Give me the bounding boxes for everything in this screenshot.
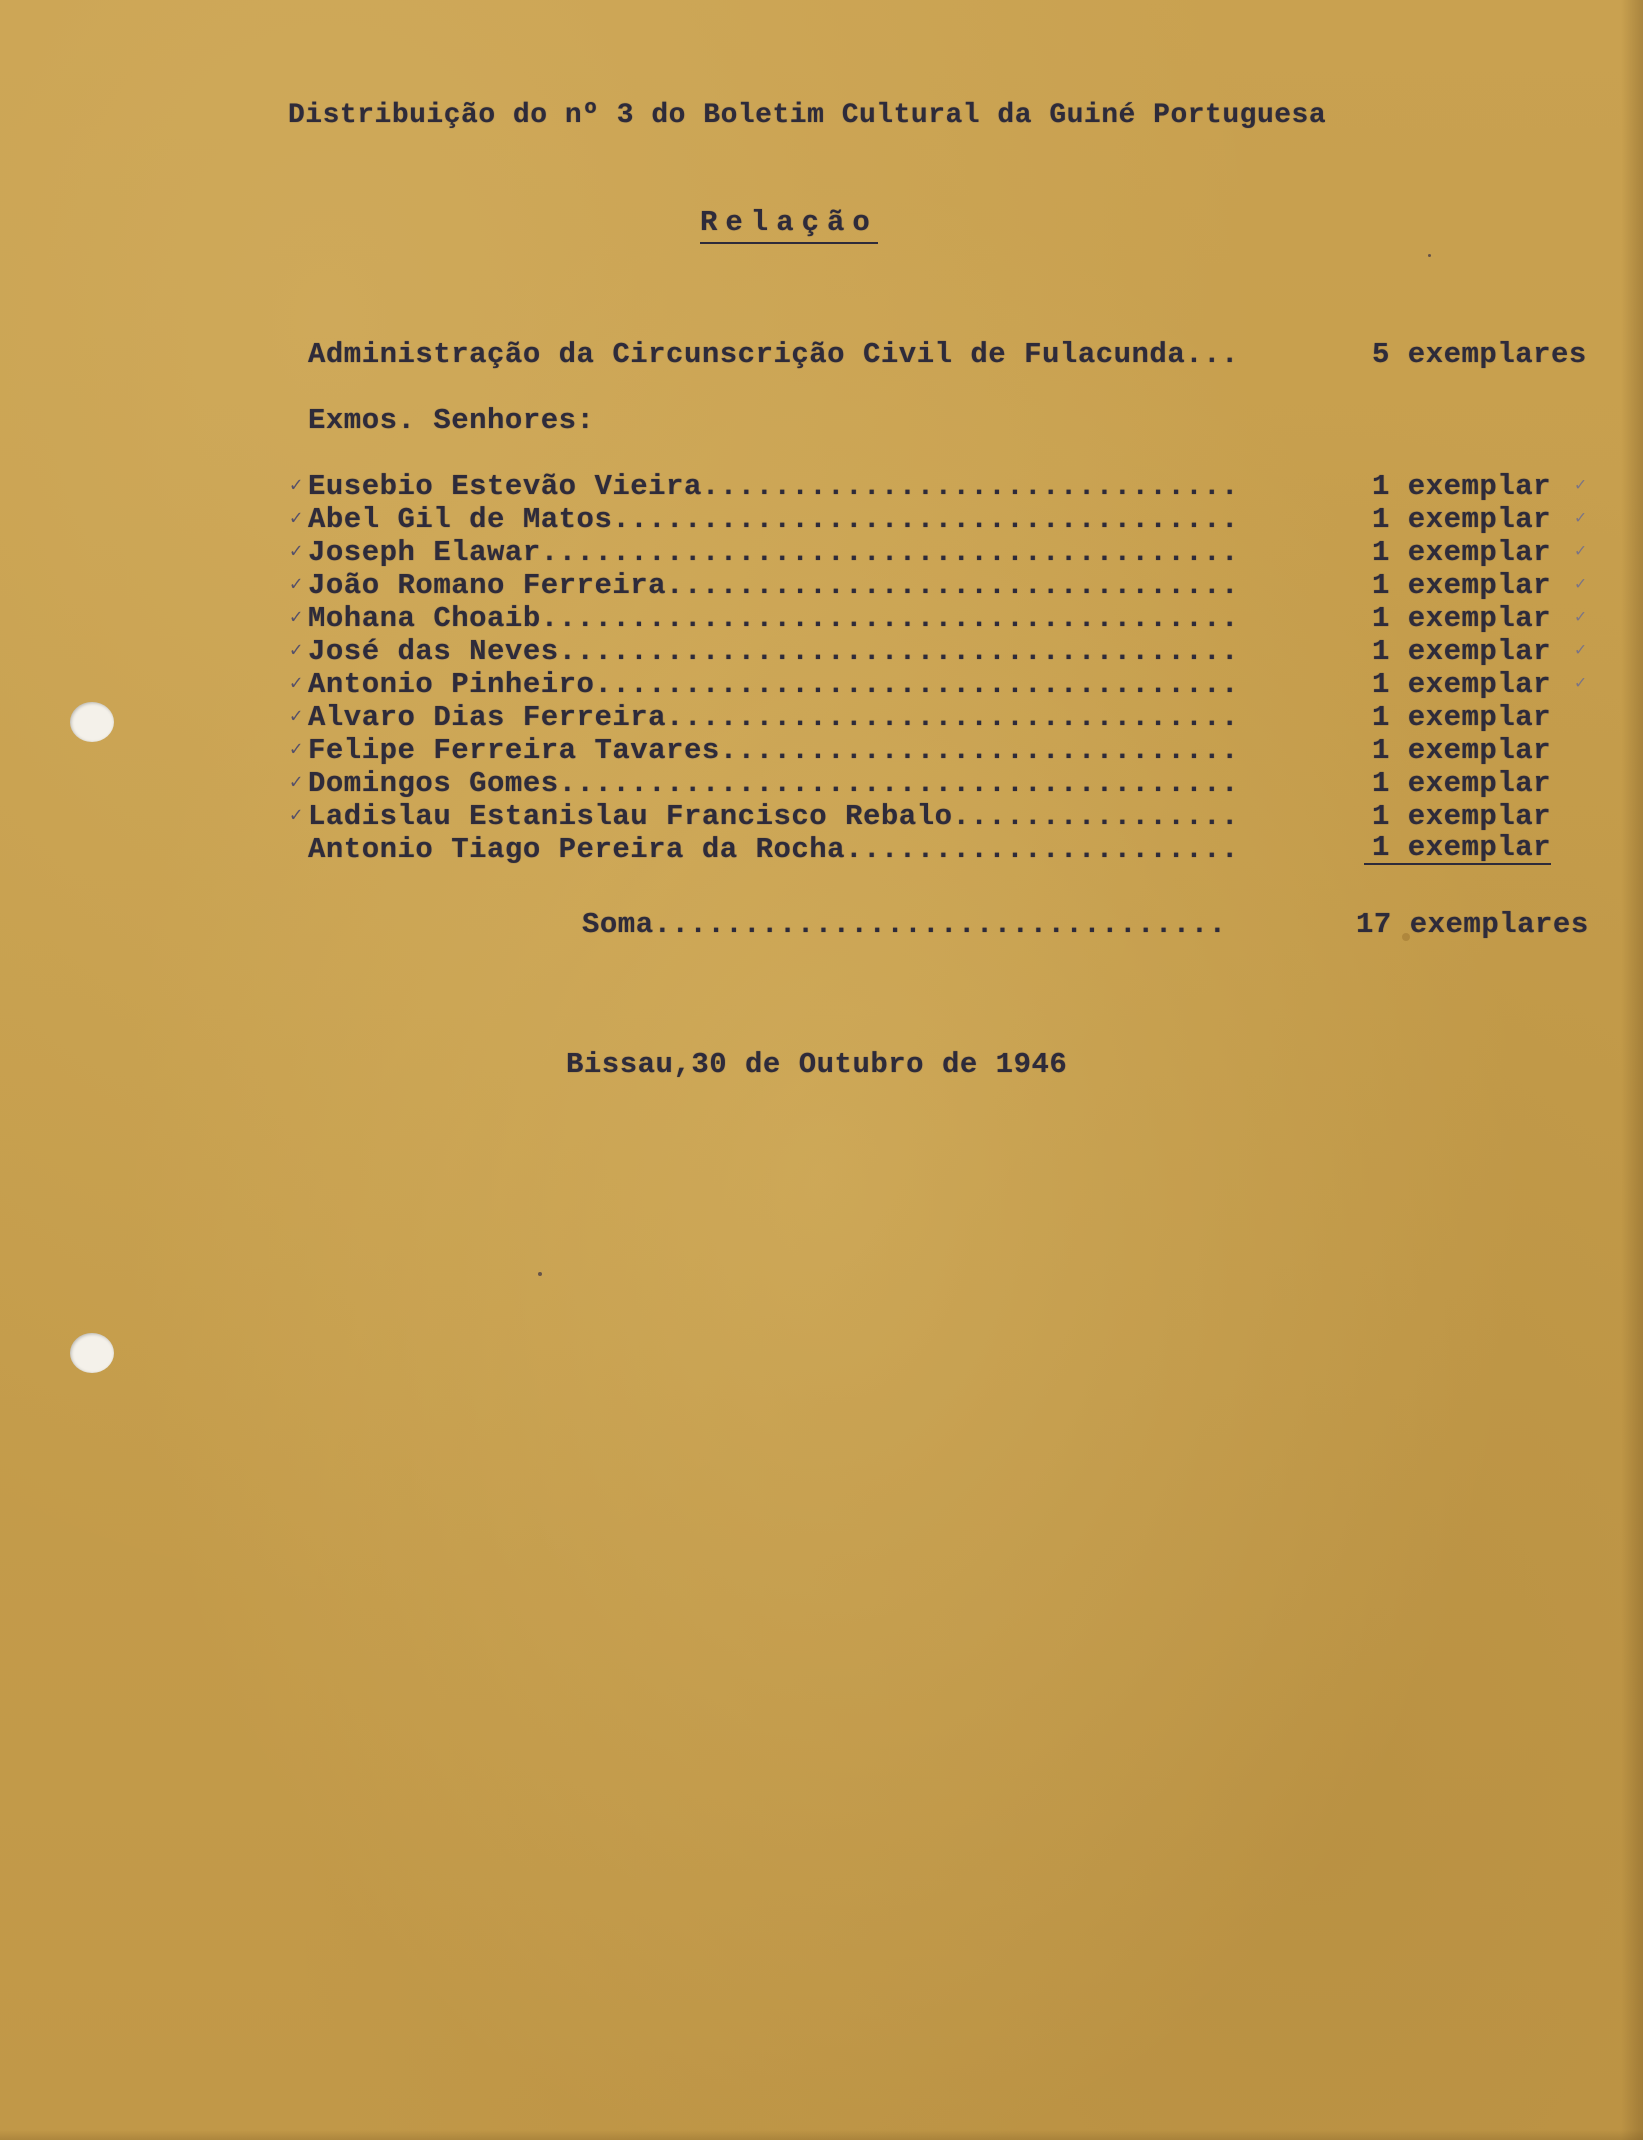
recipient-quantity: 1 exemplar xyxy=(1372,635,1552,668)
administration-row xyxy=(308,338,1608,376)
paper-speck xyxy=(1428,254,1431,257)
check-mark-icon: ✓ xyxy=(290,706,303,729)
punch-hole-top xyxy=(70,702,114,742)
recipient-row xyxy=(290,701,1600,734)
recipient-row xyxy=(290,800,1600,833)
recipient-list xyxy=(290,470,1600,866)
check-mark-icon: ✓ xyxy=(1575,476,1586,496)
check-mark-icon: ✓ xyxy=(290,640,303,663)
recipient-name: Antonio Pinheiro.................................... xyxy=(308,668,1239,701)
recipient-quantity: 1 exemplar xyxy=(1372,602,1552,635)
check-mark-icon: ✓ xyxy=(290,805,303,828)
check-mark-icon: ✓ xyxy=(1575,542,1586,562)
recipient-quantity: 1 exemplar xyxy=(1372,800,1552,833)
recipient-row xyxy=(290,602,1600,635)
check-mark-icon: ✓ xyxy=(1575,674,1586,694)
recipient-name: José das Neves...................................... xyxy=(308,635,1239,668)
punch-hole-bottom xyxy=(70,1333,114,1373)
recipient-quantity: 1 exemplar xyxy=(1372,503,1552,536)
recipient-name: Felipe Ferreira Tavares............................. xyxy=(308,734,1239,767)
document-title: Distribuição do nº 3 do Boletim Cultural da Guiné Portuguesa xyxy=(288,100,1327,131)
check-mark-icon: ✓ xyxy=(290,508,303,531)
page-bottom-edge xyxy=(0,2130,1643,2140)
check-mark-icon: ✓ xyxy=(290,673,303,696)
recipient-row xyxy=(290,635,1600,668)
check-mark-icon: ✓ xyxy=(1575,608,1586,628)
recipient-quantity: 1 exemplar xyxy=(1364,833,1551,865)
recipient-row xyxy=(290,734,1600,767)
recipient-name: Joseph Elawar....................................... xyxy=(308,536,1239,569)
recipient-row xyxy=(290,536,1600,569)
check-mark-icon: ✓ xyxy=(1575,509,1586,529)
recipient-name: Abel Gil de Matos................................... xyxy=(308,503,1239,536)
total-label: Soma................................ xyxy=(582,908,1227,941)
administration-quantity: 5 exemplares xyxy=(1372,338,1587,371)
page-edge-shadow xyxy=(1621,0,1643,2140)
recipient-name: Mohana Choaib....................................... xyxy=(308,602,1239,635)
recipient-name: Antonio Tiago Pereira da Rocha...................... xyxy=(308,833,1239,866)
dateline: Bissau,30 de Outubro de 1946 xyxy=(566,1048,1068,1081)
check-mark-icon: ✓ xyxy=(290,772,303,795)
check-mark-icon: ✓ xyxy=(290,475,303,498)
recipient-row xyxy=(290,668,1600,701)
recipient-name: Ladislau Estanislau Francisco Rebalo................ xyxy=(308,800,1239,833)
paper-speck xyxy=(538,1272,542,1276)
recipient-quantity: 1 exemplar xyxy=(1372,734,1552,767)
check-mark-icon: ✓ xyxy=(1575,575,1586,595)
recipient-name: João Romano Ferreira................................ xyxy=(308,569,1239,602)
recipient-quantity: 1 exemplar xyxy=(1372,470,1552,503)
check-mark-icon: ✓ xyxy=(290,541,303,564)
recipient-quantity: 1 exemplar xyxy=(1372,668,1552,701)
recipient-row xyxy=(290,470,1600,503)
recipient-row xyxy=(290,569,1600,602)
check-mark-icon: ✓ xyxy=(290,607,303,630)
check-mark-icon: ✓ xyxy=(290,739,303,762)
recipient-name: Alvaro Dias Ferreira................................ xyxy=(308,701,1239,734)
total-row xyxy=(300,908,1610,948)
recipient-name: Domingos Gomes...................................... xyxy=(308,767,1239,800)
administration-name: Administração da Circunscrição Civil de Fulacunda... xyxy=(308,338,1239,371)
check-mark-icon: ✓ xyxy=(1575,641,1586,661)
recipient-quantity: 1 exemplar xyxy=(1372,701,1552,734)
recipient-row xyxy=(290,767,1600,800)
check-mark-icon: ✓ xyxy=(290,574,303,597)
salutation: Exmos. Senhores: xyxy=(308,404,595,437)
recipient-quantity: 1 exemplar xyxy=(1372,767,1552,800)
recipient-row xyxy=(300,833,1600,866)
paper-speck xyxy=(1402,933,1410,941)
recipient-quantity: 1 exemplar xyxy=(1372,536,1552,569)
recipient-quantity: 1 exemplar xyxy=(1372,569,1552,602)
total-quantity: 17 exemplares xyxy=(1356,908,1589,941)
recipient-name: Eusebio Estevão Vieira.............................. xyxy=(308,470,1239,503)
document-subtitle: Relação xyxy=(700,206,878,244)
recipient-row xyxy=(290,503,1600,536)
